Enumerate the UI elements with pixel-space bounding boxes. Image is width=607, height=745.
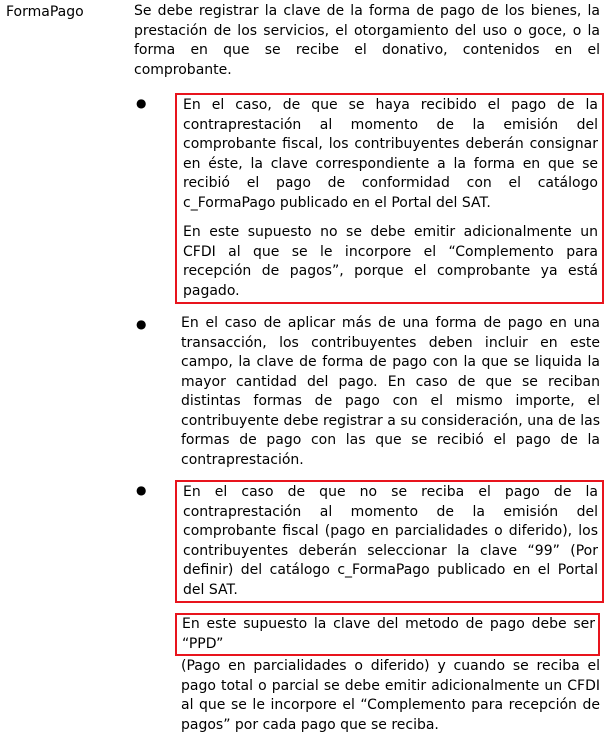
bullet-2-paragraph-1: En el caso de aplicar más de una forma de pago en una transacción, los contribuyentes deben incluir en este campo, la clave de forma de pago con la que se liquida la mayor cantidad del pago. En caso de que se reciban distintas formas de pago con el mismo importe, el contribuyente debe registrar a su consideración, una de las formas de pago con las que se recibió el pago de la contraprestación. (181, 315, 600, 468)
bullet-3-paragraph-2-rest: (Pago en parcialidades o diferido) y cuando se reciba el pago total o parcial se debe emitir adicionalmente un CFDI al que se le incorpore el “Complemento para recepción de pagos” por cada pago que se reciba. (181, 658, 600, 733)
field-description (134, 2, 600, 745)
field-name-label: FormaPago (6, 4, 84, 20)
bullet-icon: ● (136, 483, 147, 497)
bullet-item-2 (134, 314, 600, 470)
bullet-3-highlight-sentence: En este supuesto la clave del metodo de pago debe ser “PPD” (175, 613, 600, 656)
intro-paragraph: Se debe registrar la clave de la forma de pago de los bienes, la prestación de los servicios, el otorgamiento del uso o goce, o la forma en que se recibe el donativo, contenidos en el comprobante. (134, 3, 600, 78)
bullet-item-3 (134, 480, 600, 735)
bullet-item-1 (134, 93, 600, 304)
bullet-icon: ● (136, 317, 147, 331)
highlight-box-1 (175, 93, 604, 304)
bullet-1-paragraph-1: En el caso, de que se haya recibido el pago de la contraprestación al momento de la emisión del comprobante fiscal, los contribuyentes deberán consignar en éste, la clave correspondiente a la forma en que se recibió el pago de conformidad con el catálogo c_FormaPago publicado en el Portal del SAT. (183, 97, 598, 211)
bullet-icon: ● (136, 96, 147, 110)
highlight-box-3 (175, 480, 604, 603)
bullet-1-paragraph-2: En este supuesto no se debe emitir adicionalmente un CFDI al que se le incorpore el “Complemento para recepción de pagos”, porque el comprobante ya está pagado. (183, 224, 598, 299)
bullet-3-paragraph-1: En el caso de que no se reciba el pago de la contraprestación al momento de la emisión del comprobante fiscal (pago en parcialidades o diferido), los contribuyentes deberán seleccionar la clave “99” (Por definir) del catálogo c_FormaPago publicado en el Portal del SAT. (183, 484, 598, 598)
